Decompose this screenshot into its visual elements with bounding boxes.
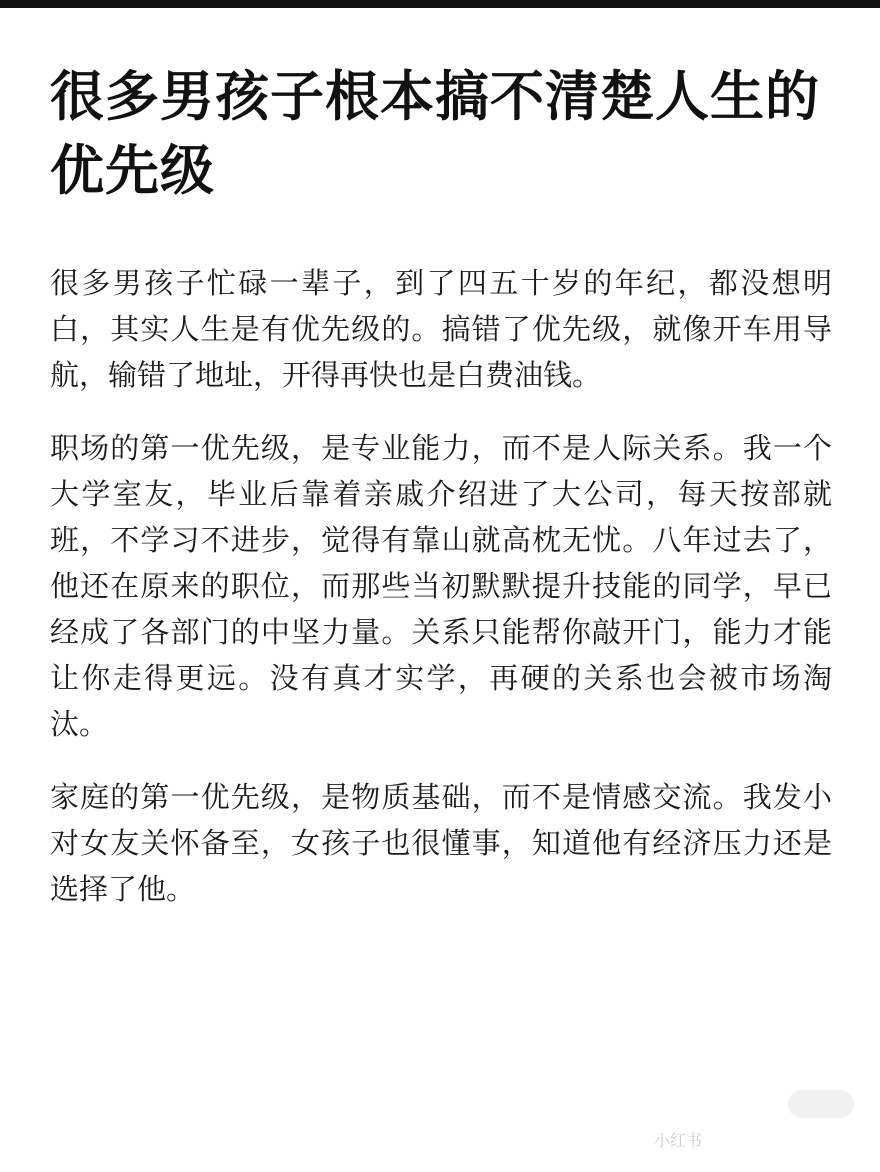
paragraph-2: 职场的第一优先级，是专业能力，而不是人际关系。我一个大学室友，毕业后靠着亲戚介绍进了大公司，每天按部就班，不学习不进步，觉得有靠山就高枕无忧。八年过去了，他还在原来的职位，而那些当初默默提升技能的同学，早已经成了各部门的中坚力量。关系只能帮你敲开门，能力才能让你走得更远。没有真才实学，再硬的关系也会被市场淘汰。 (50, 431, 832, 741)
watermark-footer: 小红书 (654, 1131, 703, 1150)
article-body (50, 260, 832, 939)
paragraph-3: 家庭的第一优先级，是物质基础，而不是情感交流。我发小对女友关怀备至，女孩子也很懂事，知道他有经济压力还是选择了他。 (50, 780, 832, 906)
paragraph-1: 很多男孩子忙碌一辈子，到了四五十岁的年纪，都没想明白，其实人生是有优先级的。搞错了优先级，就像开车用导航，输错了地址，开得再快也是白费油钱。 (50, 266, 832, 392)
top-border (0, 0, 880, 8)
watermark-badge (788, 1090, 854, 1118)
article-title: 很多男孩子根本搞不清楚人生的优先级 (50, 65, 820, 202)
